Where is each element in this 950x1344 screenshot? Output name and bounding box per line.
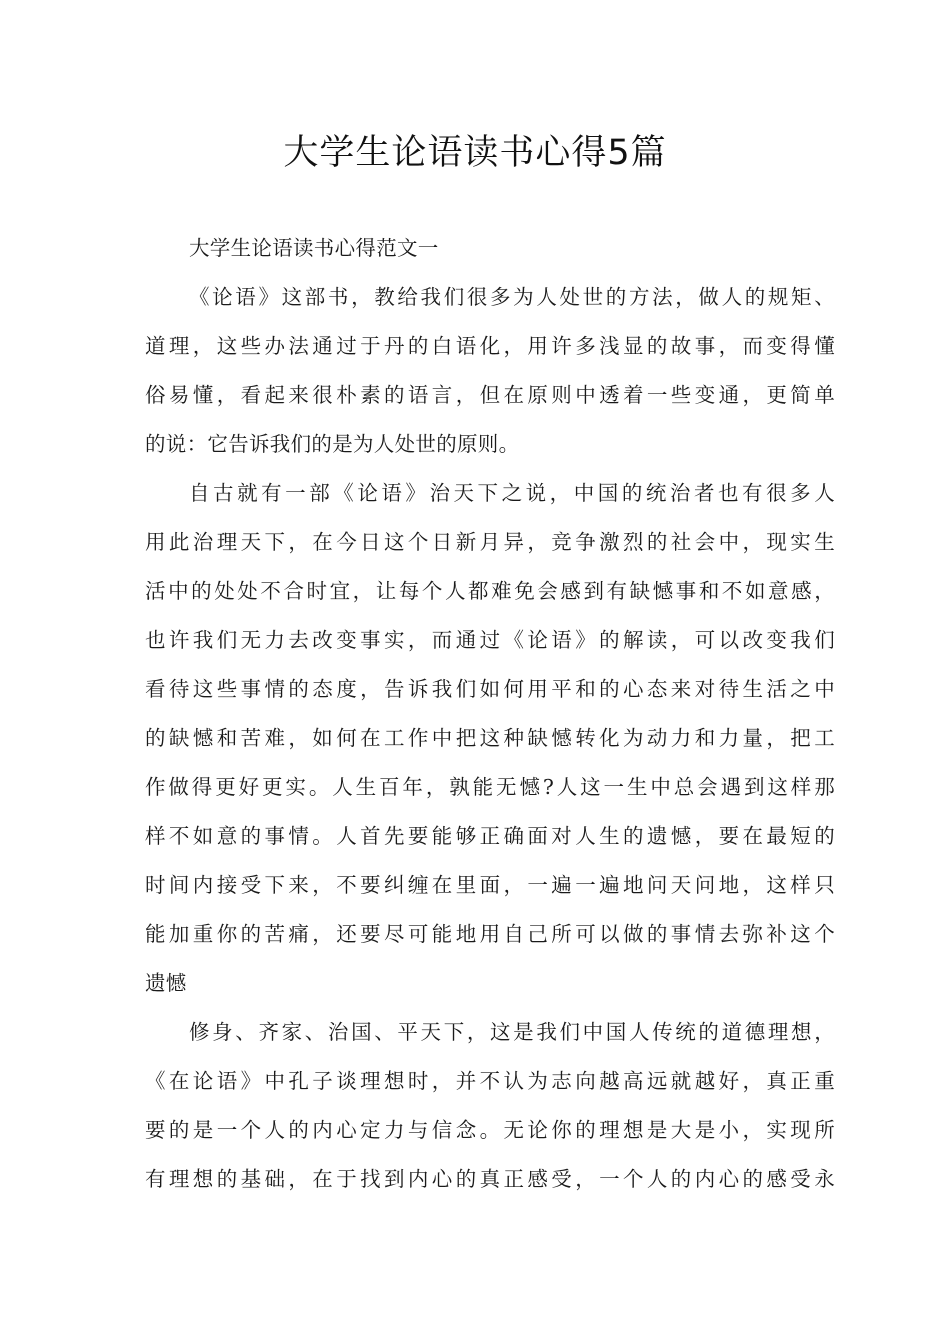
paragraph-line: 修身、齐家、治国、平天下，这是我们中国人传统的道德理想， [189, 1020, 835, 1044]
paragraph-line: 要的是一个人的内心定力与信念。无论你的理想是大是小，实现所 [145, 1118, 835, 1142]
paragraph-line: 活中的处处不合时宜，让每个人都难免会感到有缺憾事和不如意感， [145, 579, 835, 603]
paragraph-line: 样不如意的事情。人首先要能够正确面对人生的遗憾，要在最短的 [145, 824, 835, 848]
paragraph-line: 能加重你的苦痛，还要尽可能地用自己所可以做的事情去弥补这个 [145, 922, 835, 946]
document-title: 大学生论语读书心得5篇 [283, 133, 667, 173]
paragraph-line: 自古就有一部《论语》治天下之说，中国的统治者也有很多人 [189, 481, 835, 505]
paragraph-line: 看待这些事情的态度，告诉我们如何用平和的心态来对待生活之中 [145, 677, 835, 701]
paragraph-line: 用此治理天下，在今日这个日新月异，竞争激烈的社会中，现实生 [145, 530, 835, 554]
paragraph-line: 俗易懂，看起来很朴素的语言，但在原则中透着一些变通，更简单 [145, 383, 835, 407]
paragraph-line: 道理，这些办法通过于丹的白语化，用许多浅显的故事，而变得懂 [145, 334, 835, 358]
paragraph-line: 有理想的基础，在于找到内心的真正感受，一个人的内心的感受永 [145, 1167, 835, 1191]
paragraph-line: 作做得更好更实。人生百年，孰能无憾?人这一生中总会遇到这样那 [145, 775, 835, 799]
paragraph-line: 的缺憾和苦难，如何在工作中把这种缺憾转化为动力和力量，把工 [145, 726, 835, 750]
paragraph-line: 《在论语》中孔子谈理想时，并不认为志向越高远就越好，真正重 [145, 1069, 835, 1093]
paragraph-line: 时间内接受下来，不要纠缠在里面，一遍一遍地问天问地，这样只 [145, 873, 835, 897]
paragraph-line: 也许我们无力去改变事实，而通过《论语》的解读，可以改变我们 [145, 628, 835, 652]
document-body [145, 224, 835, 1204]
section-heading: 大学生论语读书心得范文一 [189, 236, 439, 260]
paragraph-line: 遗憾 [145, 971, 187, 995]
paragraph-line: 的说：它告诉我们的是为人处世的原则。 [145, 432, 520, 456]
paragraph-line: 《论语》这部书，教给我们很多为人处世的方法，做人的规矩、 [189, 285, 835, 309]
